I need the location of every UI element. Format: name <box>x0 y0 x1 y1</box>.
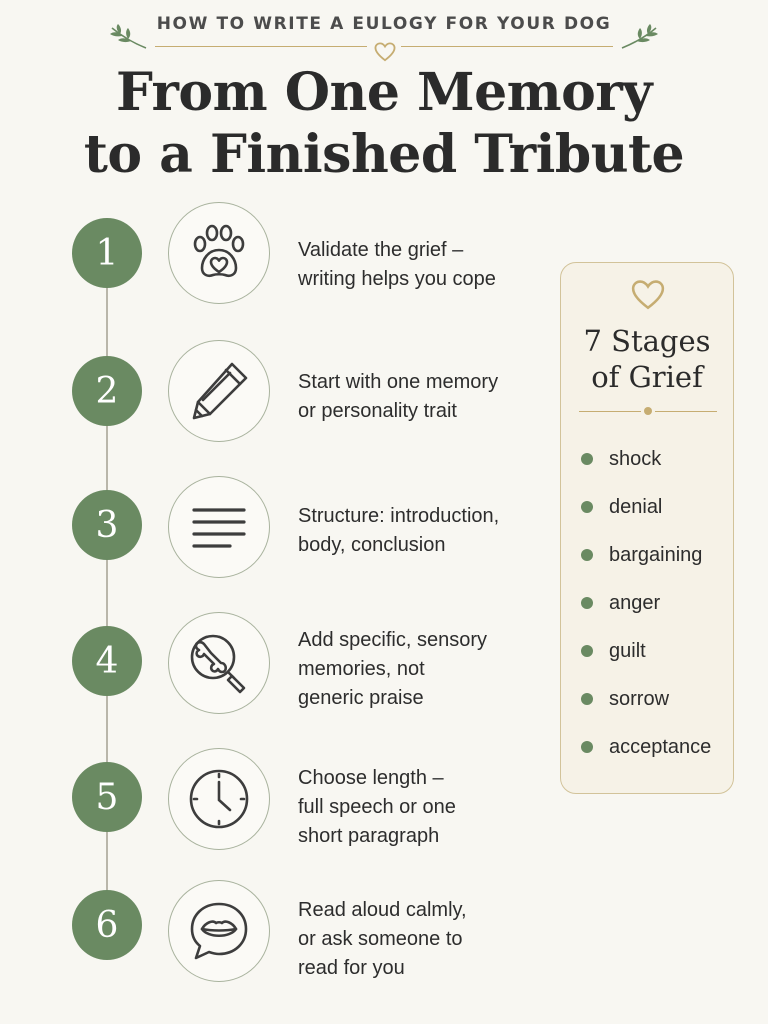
step-text-line: Structure: introduction, <box>298 505 500 527</box>
step-text-line: generic praise <box>298 687 424 709</box>
step-number-badge: 3 <box>72 490 142 560</box>
step-icon-circle <box>168 748 270 850</box>
heart-icon <box>374 42 396 62</box>
divider <box>579 411 641 412</box>
step-text-line: writing helps you cope <box>298 268 496 290</box>
step-icon-circle <box>168 476 270 578</box>
stage-label: denial <box>609 495 663 518</box>
step-text-line: Read aloud calmly, <box>298 899 467 921</box>
step-6 <box>0 878 540 988</box>
list-item <box>581 675 711 723</box>
step-4 <box>0 608 540 718</box>
kicker-text: HOW TO WRITE A EULOGY FOR YOUR DOG <box>156 14 612 34</box>
step-text-line: Start with one memory <box>298 371 499 393</box>
panel-title-line: 7 Stages <box>583 324 711 358</box>
step-text-line: short paragraph <box>298 825 440 847</box>
step-text-line: full speech or one <box>298 796 456 818</box>
divider-dot <box>644 407 652 415</box>
list-item <box>581 531 711 579</box>
step-text <box>298 764 538 851</box>
step-2 <box>0 336 540 446</box>
list-item <box>581 579 711 627</box>
step-icon-circle <box>168 202 270 304</box>
step-3 <box>0 472 540 582</box>
stage-label: shock <box>609 447 662 470</box>
bullet-dot <box>581 597 593 609</box>
title-line: From One Memory <box>116 62 652 123</box>
stages-of-grief-panel <box>560 262 734 794</box>
step-text-line: Choose length – <box>298 767 444 789</box>
heart-icon <box>631 279 665 311</box>
step-text-line: Validate the grief – <box>298 239 464 261</box>
step-text <box>298 368 538 426</box>
step-number-badge: 2 <box>72 356 142 426</box>
step-text-line: or ask someone to <box>298 928 463 950</box>
step-number-badge: 4 <box>72 626 142 696</box>
list-item <box>581 723 711 771</box>
step-number-badge: 1 <box>72 218 142 288</box>
bullet-dot <box>581 453 593 465</box>
bullet-dot <box>581 501 593 513</box>
bullet-dot <box>581 693 593 705</box>
stage-label: anger <box>609 591 661 614</box>
divider <box>401 46 613 47</box>
step-5 <box>0 744 540 854</box>
list-item <box>581 627 711 675</box>
bullet-dot <box>581 645 593 657</box>
step-text-line: read for you <box>298 957 405 979</box>
step-text <box>298 502 538 560</box>
step-text-line: Add specific, sensory <box>298 629 487 651</box>
step-text <box>298 896 538 983</box>
step-number-badge: 6 <box>72 890 142 960</box>
bullet-dot <box>581 549 593 561</box>
panel-title <box>561 323 733 395</box>
step-1 <box>0 198 540 308</box>
step-text <box>298 626 538 713</box>
leaf-sprig-icon <box>620 24 660 54</box>
header <box>0 0 768 200</box>
step-number-badge: 5 <box>72 762 142 832</box>
divider <box>655 411 717 412</box>
step-text-line: or personality trait <box>298 400 457 422</box>
step-text <box>298 236 538 294</box>
divider <box>155 46 367 47</box>
step-icon-circle <box>168 340 270 442</box>
speech-lips-icon <box>186 898 252 964</box>
step-icon-circle <box>168 880 270 982</box>
title-line: to a Finished Tribute <box>83 124 685 185</box>
step-text-line: memories, not <box>298 658 425 680</box>
stages-list <box>581 435 711 771</box>
stage-label: guilt <box>609 639 646 662</box>
bone-magnifier-icon <box>186 630 252 696</box>
page-title <box>0 62 768 186</box>
stage-label: acceptance <box>609 735 712 758</box>
list-item <box>581 483 711 531</box>
step-text-line: body, conclusion <box>298 534 446 556</box>
list-item <box>581 435 711 483</box>
stage-label: bargaining <box>609 543 703 566</box>
paw-heart-icon <box>186 220 252 286</box>
pencil-icon <box>186 358 252 424</box>
clock-icon <box>186 766 252 832</box>
step-icon-circle <box>168 612 270 714</box>
stage-label: sorrow <box>609 687 670 710</box>
bullet-dot <box>581 741 593 753</box>
text-lines-icon <box>186 494 252 560</box>
panel-title-line: of Grief <box>591 360 703 394</box>
